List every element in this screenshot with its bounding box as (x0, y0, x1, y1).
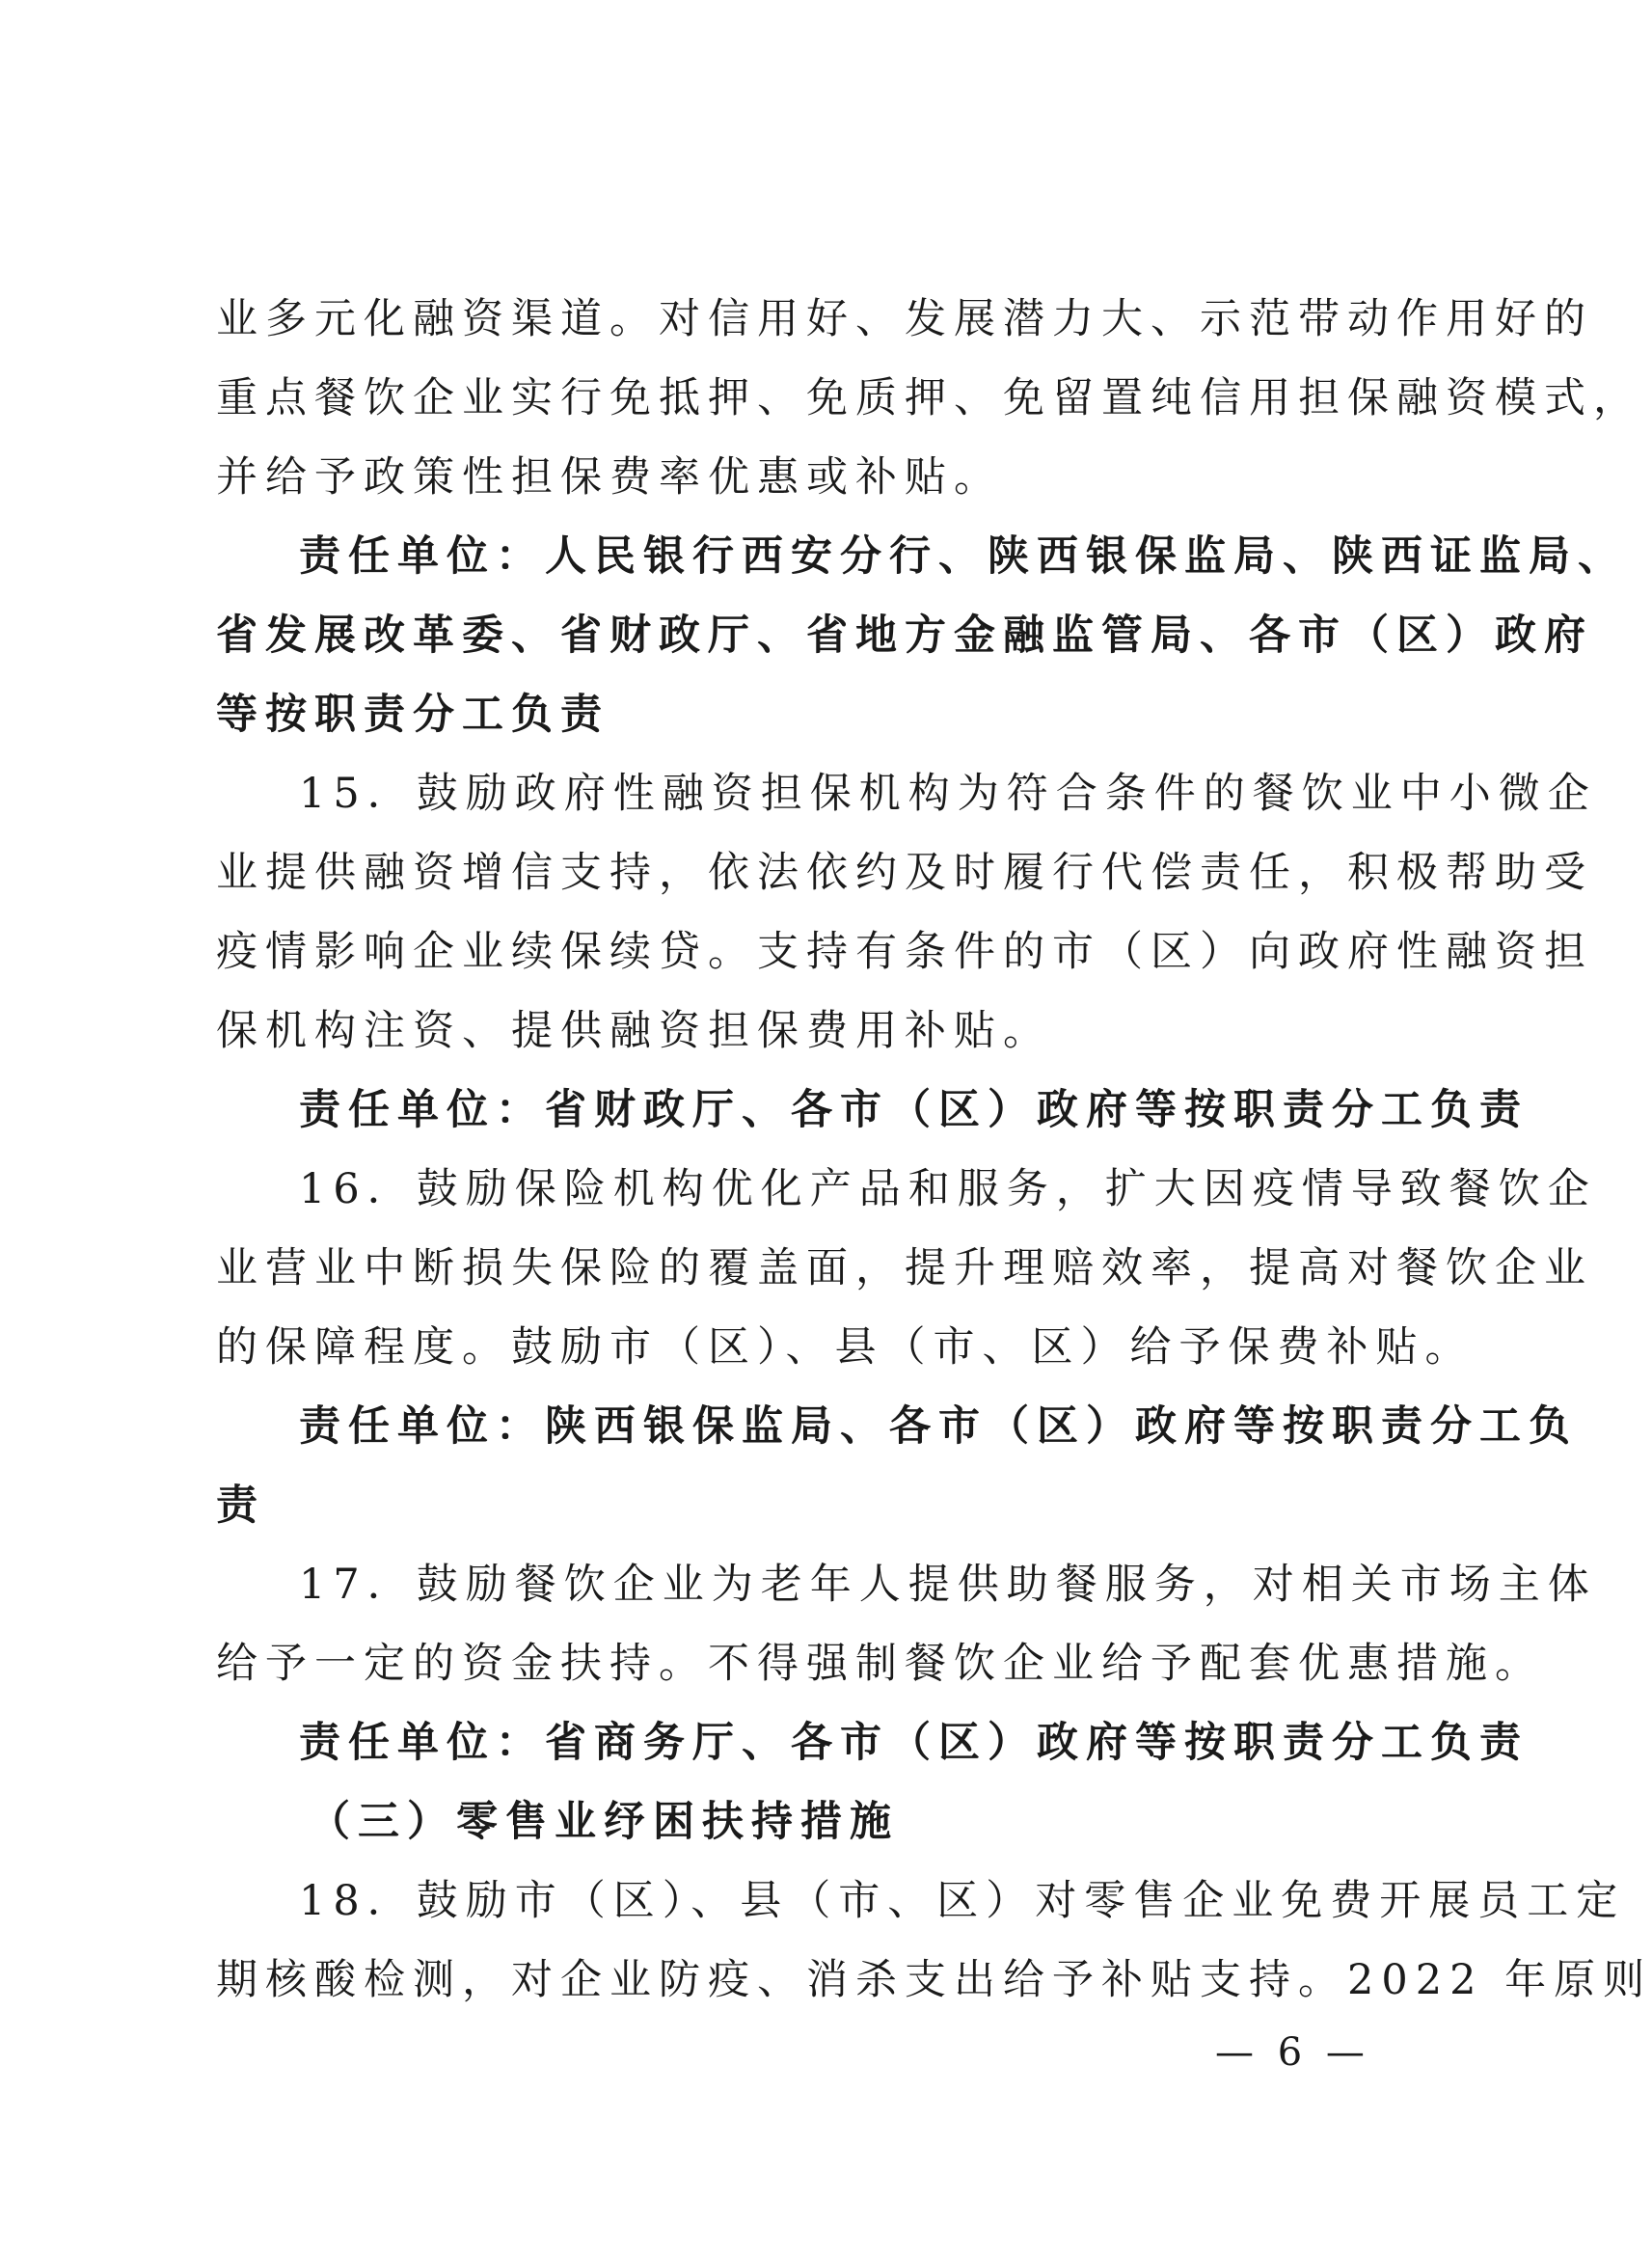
body-text-line: 疫情影响企业续保续贷。支持有条件的市（区）向政府性融资担 (216, 928, 1593, 976)
body-text-line: 重点餐饮企业实行免抵押、免质押、免留置纯信用担保融资模式， (216, 374, 1642, 422)
body-text-line: 并给予政策性担保费率优惠或补贴。 (216, 453, 1003, 502)
body-text-line: 业营业中断损失保险的覆盖面，提升理赔效率，提高对餐饮企业 (216, 1244, 1593, 1292)
responsibility-line: 责任单位：省财政厅、各市（区）政府等按职责分工负责 (299, 1086, 1529, 1134)
document-body (216, 280, 1652, 2020)
clause-16-line: 16．鼓励保险机构优化产品和服务，扩大因疫情导致餐饮企 (299, 1165, 1597, 1213)
responsibility-line: 省发展改革委、省财政厅、省地方金融监管局、各市（区）政府 (216, 612, 1593, 660)
body-text-line: 保机构注资、提供融资担保费用补贴。 (216, 1007, 1052, 1055)
responsibility-line: 等按职责分工负责 (216, 691, 609, 739)
clause-18-line: 18．鼓励市（区）、县（市、区）对零售企业免费开展员工定 (299, 1877, 1626, 1925)
responsibility-line: 责任单位：人民银行西安分行、陕西银保监局、陕西证监局、 (299, 532, 1627, 581)
section-heading: （三）零售业纾困扶持措施 (309, 1798, 899, 1846)
responsibility-line: 责任单位：省商务厅、各市（区）政府等按职责分工负责 (299, 1719, 1529, 1767)
responsibility-line: 责 (216, 1481, 265, 1530)
responsibility-line: 责任单位：陕西银保监局、各市（区）政府等按职责分工负 (299, 1402, 1578, 1451)
body-text-line: 业提供融资增信支持，依法依约及时履行代偿责任，积极帮助受 (216, 849, 1593, 897)
body-text-line: 的保障程度。鼓励市（区）、县（市、区）给予保费补贴。 (216, 1323, 1475, 1372)
body-text-line: 业多元化融资渠道。对信用好、发展潜力大、示范带动作用好的 (216, 295, 1593, 343)
clause-17-line: 17．鼓励餐饮企业为老年人提供助餐服务，对相关市场主体 (299, 1561, 1597, 1609)
body-text-line: 期核酸检测，对企业防疫、消杀支出给予补贴支持。2022 年原则 (216, 1956, 1652, 2004)
page-number: — 6 — (1215, 2030, 1370, 2075)
clause-15-line: 15．鼓励政府性融资担保机构为符合条件的餐饮业中小微企 (299, 770, 1597, 818)
body-text-line: 给予一定的资金扶持。不得强制餐饮企业给予配套优惠措施。 (216, 1640, 1544, 1688)
